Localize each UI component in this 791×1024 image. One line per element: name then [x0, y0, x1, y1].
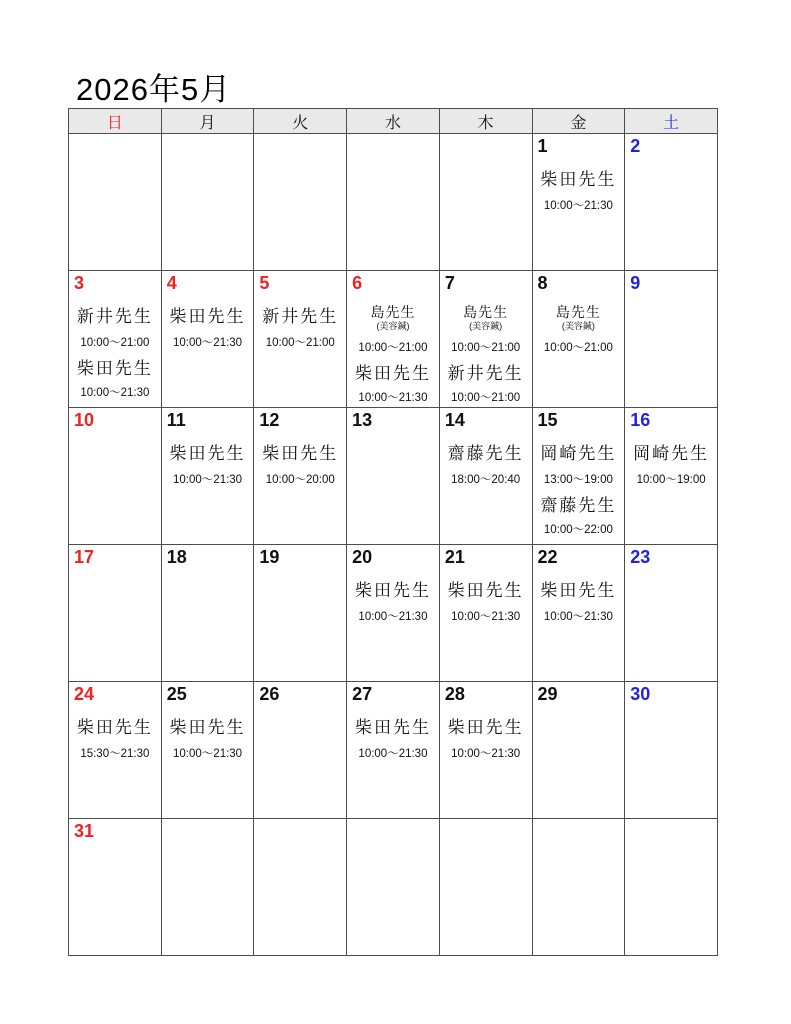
teacher-name: 齋藤先生	[447, 444, 524, 463]
teacher-name: 新井先生	[76, 307, 153, 326]
weekday-header: 木	[439, 109, 532, 134]
day-number: 21	[444, 547, 465, 567]
time-range: 10:00～21:00	[543, 342, 613, 354]
schedule-entry	[533, 496, 625, 537]
schedule-entry	[533, 444, 625, 487]
day-cell	[254, 682, 347, 819]
teacher-name: 柴田先生	[354, 581, 431, 600]
day-number: 31	[74, 821, 95, 841]
entry-note: (美容鍼)	[561, 321, 595, 331]
day-number: 13	[352, 410, 373, 430]
day-cell	[439, 682, 532, 819]
day-cell	[161, 545, 254, 682]
day-number: 11	[166, 410, 186, 430]
schedule-entry	[347, 305, 439, 355]
day-cell	[254, 271, 347, 408]
teacher-name: 柴田先生	[447, 581, 524, 600]
calendar-title: 2026年5月	[76, 72, 232, 107]
empty-cell	[69, 134, 162, 271]
day-number: 27	[352, 684, 373, 704]
schedule-entry	[533, 170, 625, 213]
day-cell	[625, 271, 718, 408]
day-number: 29	[537, 684, 558, 704]
weekday-header: 火	[254, 109, 347, 134]
schedule-entry	[440, 581, 532, 624]
schedule-entry	[347, 364, 439, 405]
teacher-name: 岡崎先生	[540, 444, 617, 463]
day-cell	[69, 819, 162, 956]
time-range: 10:00～21:30	[80, 387, 150, 399]
teacher-name: 柴田先生	[169, 307, 246, 326]
day-cell	[254, 408, 347, 545]
empty-cell	[347, 819, 440, 956]
week-row	[69, 271, 718, 408]
day-cell	[625, 682, 718, 819]
teacher-name: 岡崎先生	[633, 444, 710, 463]
schedule-entry	[440, 305, 532, 355]
day-cell	[69, 682, 162, 819]
day-number: 9	[630, 273, 641, 293]
schedule-entry	[347, 718, 439, 761]
day-cell	[161, 682, 254, 819]
day-number: 6	[352, 273, 363, 293]
weekday-header: 土	[625, 109, 718, 134]
teacher-name: 新井先生	[447, 364, 524, 383]
day-number: 17	[74, 547, 95, 567]
teacher-name: 柴田先生	[447, 718, 524, 737]
empty-cell	[439, 819, 532, 956]
empty-cell	[439, 134, 532, 271]
time-range: 10:00～21:30	[173, 748, 243, 760]
weekday-header: 日	[69, 109, 162, 134]
calendar-header	[69, 109, 718, 134]
time-range: 10:00～21:30	[358, 748, 428, 760]
day-cell	[532, 271, 625, 408]
empty-cell	[161, 819, 254, 956]
time-range: 10:00～21:30	[543, 200, 613, 212]
schedule-entry	[69, 718, 161, 761]
day-cell	[439, 271, 532, 408]
teacher-name: 柴田先生	[540, 581, 617, 600]
day-number: 15	[537, 410, 558, 430]
day-cell	[161, 271, 254, 408]
teacher-name: 島先生	[463, 304, 509, 320]
time-range: 10:00～21:00	[265, 337, 335, 349]
schedule-entry	[533, 305, 625, 355]
teacher-name: 柴田先生	[540, 170, 617, 189]
day-cell	[347, 682, 440, 819]
schedule-entry	[254, 307, 346, 350]
teacher-name: 島先生	[555, 304, 601, 320]
empty-cell	[347, 134, 440, 271]
day-number: 2	[630, 136, 641, 156]
time-range: 13:00～19:00	[543, 474, 613, 486]
time-range: 10:00～21:30	[451, 611, 521, 623]
empty-cell	[625, 819, 718, 956]
week-row	[69, 134, 718, 271]
empty-cell	[532, 819, 625, 956]
day-number: 5	[259, 273, 270, 293]
day-number: 3	[74, 273, 85, 293]
time-range: 10:00～19:00	[636, 474, 706, 486]
time-range: 15:30～21:30	[80, 748, 150, 760]
time-range: 10:00～21:30	[543, 611, 613, 623]
day-cell	[161, 408, 254, 545]
entry-note: (美容鍼)	[376, 321, 410, 331]
teacher-name: 柴田先生	[354, 718, 431, 737]
day-number: 4	[166, 273, 177, 293]
week-row	[69, 819, 718, 956]
day-number: 25	[166, 684, 187, 704]
day-cell	[347, 408, 440, 545]
day-number: 24	[74, 684, 95, 704]
day-number: 7	[444, 273, 455, 293]
day-number: 1	[537, 136, 548, 156]
day-number: 18	[166, 547, 187, 567]
time-range: 18:00～20:40	[451, 474, 521, 486]
day-cell	[69, 408, 162, 545]
teacher-name: 島先生	[370, 304, 416, 320]
weekday-header: 月	[161, 109, 254, 134]
time-range: 10:00～22:00	[543, 524, 613, 536]
schedule-entry	[69, 359, 161, 400]
day-cell	[254, 545, 347, 682]
weekday-header-row	[69, 109, 718, 134]
entry-note: (美容鍼)	[469, 321, 503, 331]
day-cell	[532, 545, 625, 682]
time-range: 10:00～21:00	[451, 392, 521, 404]
week-row	[69, 545, 718, 682]
day-cell	[625, 408, 718, 545]
schedule-entry	[440, 444, 532, 487]
teacher-name: 新井先生	[262, 307, 339, 326]
schedule-entry	[254, 444, 346, 487]
schedule-entry	[440, 364, 532, 405]
day-cell	[69, 545, 162, 682]
teacher-name: 柴田先生	[169, 718, 246, 737]
day-cell	[439, 545, 532, 682]
schedule-entry	[69, 307, 161, 350]
schedule-entry	[162, 718, 254, 761]
time-range: 10:00～21:30	[358, 392, 428, 404]
day-number: 28	[444, 684, 465, 704]
weekday-header: 金	[532, 109, 625, 134]
day-number: 10	[74, 410, 95, 430]
calendar-table	[68, 108, 718, 956]
schedule-entry	[162, 307, 254, 350]
teacher-name: 柴田先生	[76, 359, 153, 378]
day-cell	[532, 408, 625, 545]
schedule-entry	[162, 444, 254, 487]
week-row	[69, 408, 718, 545]
calendar-body	[69, 134, 718, 956]
schedule-entry	[533, 581, 625, 624]
day-cell	[625, 134, 718, 271]
schedule-entry	[625, 444, 717, 487]
week-row	[69, 682, 718, 819]
schedule-entry	[440, 718, 532, 761]
day-cell	[347, 271, 440, 408]
day-cell	[532, 134, 625, 271]
teacher-name: 柴田先生	[169, 444, 246, 463]
teacher-name: 柴田先生	[354, 364, 431, 383]
day-cell	[532, 682, 625, 819]
day-number: 20	[352, 547, 373, 567]
time-range: 10:00～21:30	[451, 748, 521, 760]
day-number: 16	[630, 410, 651, 430]
day-number: 30	[630, 684, 651, 704]
day-number: 12	[259, 410, 280, 430]
time-range: 10:00～20:00	[265, 474, 335, 486]
time-range: 10:00～21:30	[358, 611, 428, 623]
day-number: 22	[537, 547, 558, 567]
day-number: 23	[630, 547, 651, 567]
day-number: 8	[537, 273, 548, 293]
empty-cell	[161, 134, 254, 271]
day-number: 14	[444, 410, 465, 430]
time-range: 10:00～21:30	[173, 337, 243, 349]
schedule-entry	[347, 581, 439, 624]
day-cell	[347, 545, 440, 682]
time-range: 10:00～21:30	[173, 474, 243, 486]
weekday-header: 水	[347, 109, 440, 134]
empty-cell	[254, 819, 347, 956]
time-range: 10:00～21:00	[358, 342, 428, 354]
day-cell	[625, 545, 718, 682]
day-number: 19	[259, 547, 280, 567]
time-range: 10:00～21:00	[80, 337, 150, 349]
day-cell	[69, 271, 162, 408]
teacher-name: 柴田先生	[262, 444, 339, 463]
teacher-name: 柴田先生	[76, 718, 153, 737]
day-cell	[439, 408, 532, 545]
empty-cell	[254, 134, 347, 271]
teacher-name: 齋藤先生	[540, 496, 617, 515]
day-number: 26	[259, 684, 280, 704]
time-range: 10:00～21:00	[451, 342, 521, 354]
